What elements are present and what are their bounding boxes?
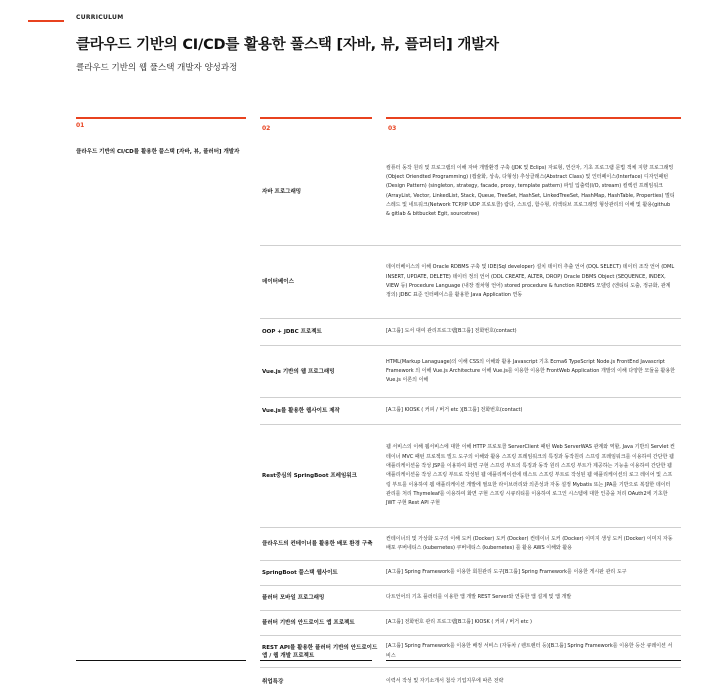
column-3-bottom-rule [386, 660, 681, 661]
subject-content: 이력서 작성 및 자기소개서 첨삭 기업지무에 따른 전략 [386, 678, 504, 685]
curriculum-row [260, 561, 681, 586]
curriculum-row [260, 636, 681, 668]
curriculum-row [260, 346, 681, 398]
subject-content: 데이터베이스의 이해 Oracle RDBMS 구축 및 IDE(Sql developer) 설치 데이터 추출 언어 (DQL SELECT) 데이터 조작 언어 (DML INSERT, UPDATE, DELETE) 데이터 정의 언어 (DDL CREATE, ALTER, DROP) Oracle DBMS Object (SEQUENCE, INDEX, VIEW 등) Procedure Language (내장 절차형 언어) stored procedure & function RDBMS 모델링 (엔티티 도출, 정규화, 관계정의) JDBC 표준 인터페이스를 활용한 Java Application 연동 [386, 264, 675, 299]
section-eyebrow: CURRICULUM [76, 14, 124, 21]
subject-content: [A그룹] Spring Framework를 이용한 배정 서비스 (자동차 / 렌트렌터 등)[B그룹] Spring Framework를 이용한 등산 큐레이션 서비스 [386, 643, 673, 659]
curriculum-table [260, 138, 681, 696]
subject-content: 웹 서비스의 이해 웹서비스에 대한 이해 HTTP 프로토콜 ServerClient 패턴 Web ServerWAS 관계와 역할, Java 기반의 Servlet 컨테이너 MVC 패턴 프로젝트 빌드 도구의 이해와 활용 스프링 프레임워크의 특징과 동작원리 스프링 프레임워크를 이용하여 간단한 웹 애플리케이션을 작성 JSP를 이용하여 화면 구현 스프링 부트의 특징과 동작 원리 스프링 부트가 제공하는 기능을 이용하여 간단한 웹 애플리케이션을 작성 스프링 부트로 작성된 웹 애플리케이션에 테스트 스프링 부트로 작성된 웹 애플리케이션의 로그 레이어 및 스프링 부트를 이용하여 웹 애플리케이션 개발에 필요한 라이브러리와 의존성과 자동 설정 Mybatis 또는 JPA를 기반으로 복잡한 데이터 관리를 처리 Thymeleaf를 이용하여 화면 구현 스프링 시큐리티를 이용하여 로그인 시스템에 대한 인증을 처리 OAuth2에 기초한 JWT 구현 Rest API 구현 [386, 444, 675, 507]
page-title: 클라우드 기반의 CI/CD를 활용한 풀스택 [자바, 뷰, 플러터] 개발자 [76, 37, 499, 53]
subject-name: 클라우드의 컨테이너를 활용한 배포 환경 구축 [262, 541, 373, 547]
subject-name: REST API를 활용한 플러터 기반의 안드로이드 앱 / 웹 개발 프로젝트 [262, 644, 378, 659]
curriculum-row [260, 246, 681, 319]
curriculum-row [260, 528, 681, 561]
column-2-rule [260, 117, 372, 119]
subject-content: [A그룹] 도서 대여 관리프로그램[B그룹] 전화번호(contact) [386, 328, 517, 335]
curriculum-row [260, 398, 681, 425]
subject-name: 취업특강 [262, 679, 284, 685]
column-2-bottom-rule [260, 660, 372, 661]
subject-content: 컴퓨터 동작 원리 및 프로그램의 이해 자바 개발환경 구축 (JDK 및 Eclips) 자료형, 연산자, 기초 프로그램 문법 객체 지향 프로그래밍 (Object Oriendted Programming) (캡슐화, 상속, 다형성) 추상클래스(Abstract Class) 및 인터페이스(Interface) 디자인패턴 (Design Pattern) (singleton, strategy, facade, proxy, template pattern) 파일 입출력(I/O, stream) 컬렉션 프레임워크 (ArrayList, Vector, LinkedList, Stack, Queue, TreeSet, HashSet, LinkedTreeSet, HashMap, HashTable, Properties) 멀티스레드 및 네트워크(Network TCP/IP UDP 프로토콜) 람다, 스트림, 함수형, 리액티브 프로그래밍 형상관리의 이해 및 활용(github & gitlab & bitbucket Egit, sourcetree) [386, 164, 675, 218]
subject-name: OOP + JDBC 프로젝트 [262, 329, 322, 335]
subject-content: 컨테이너의 및 가상화 도구의 이해 도커 (Docker) 도커 (Docker) 컨테이너 도커 (Docker) 이미지 생성 도커 (Docker) 이미지 자동 배포 쿠버네티스 (kubernetes) 쿠버네티스 (kubernetes) 를 활용 AWS 이해와 활용 [386, 535, 673, 551]
curriculum-row [260, 586, 681, 611]
curriculum-row [260, 668, 681, 696]
subject-content: HTML(Markup Lanaguage)의 이해 CSS의 이해와 활용 Javascript 기초 Ecma6 TypeScript Node.js FrontEnd Javascript Framework 의 이해 Vue.js Architecture 이해 Vue.js를 이용한 이용한 FrontWeb Application 개발의 이해 다양한 모듈을 활용한 Vue.js 이론의 이해 [386, 358, 676, 384]
curriculum-row [260, 611, 681, 636]
subject-content: 다트언어의 기초 플러터를 이용한 앱 개발 REST Server와 연동한 앱 설계 및 앱 개발 [386, 594, 572, 601]
subject-name: SpringBoot 풀스택 웹사이트 [262, 570, 338, 576]
curriculum-row [260, 425, 681, 528]
subject-name: 플러터 기반의 안드로이드 앱 프로젝트 [262, 620, 355, 626]
subject-name: Vue.js 기반의 웹 프로그래밍 [262, 368, 335, 375]
subject-name: Vue.js를 활용한 웹사이트 제작 [262, 408, 340, 414]
subject-name: 자바 프로그래밍 [262, 188, 302, 195]
column-3-rule [386, 117, 681, 119]
subject-content: [A그룹] 전화번호 관리 프로그램[B그룹] KIOSK ( 커피 / 버거 etc ) [386, 619, 533, 626]
header-accent-rule [28, 20, 64, 22]
column-1-bottom-rule [76, 660, 246, 661]
column-1-rule [76, 117, 246, 119]
curriculum-row [260, 138, 681, 246]
curriculum-row [260, 319, 681, 346]
subject-content: [A그룹] KIOSK ( 커피 / 버거 etc )[B그룹] 전화번호(contact) [386, 407, 523, 414]
column-1-number: 01 [76, 122, 85, 129]
subject-name: 데이터베이스 [262, 279, 294, 285]
subject-name: 플러터 모바일 프로그래밍 [262, 595, 325, 601]
subject-content: [A그룹] Spring Framework를 이용한 회원관리 도구[B그룹] Spring Framework를 이용한 게시판 관리 도구 [386, 569, 627, 576]
course-name: 클라우드 기반의 CI/CD를 활용한 풀스택 [자바, 뷰, 플러터] 개발자 [76, 149, 240, 155]
page-subtitle: 클라우드 기반의 웹 풀스택 개발자 양성과정 [76, 63, 238, 73]
column-2-number: 02 [262, 125, 271, 132]
column-3-number: 03 [388, 125, 397, 132]
subject-name: Rest중심의 SpringBoot 프레임워크 [262, 473, 357, 479]
